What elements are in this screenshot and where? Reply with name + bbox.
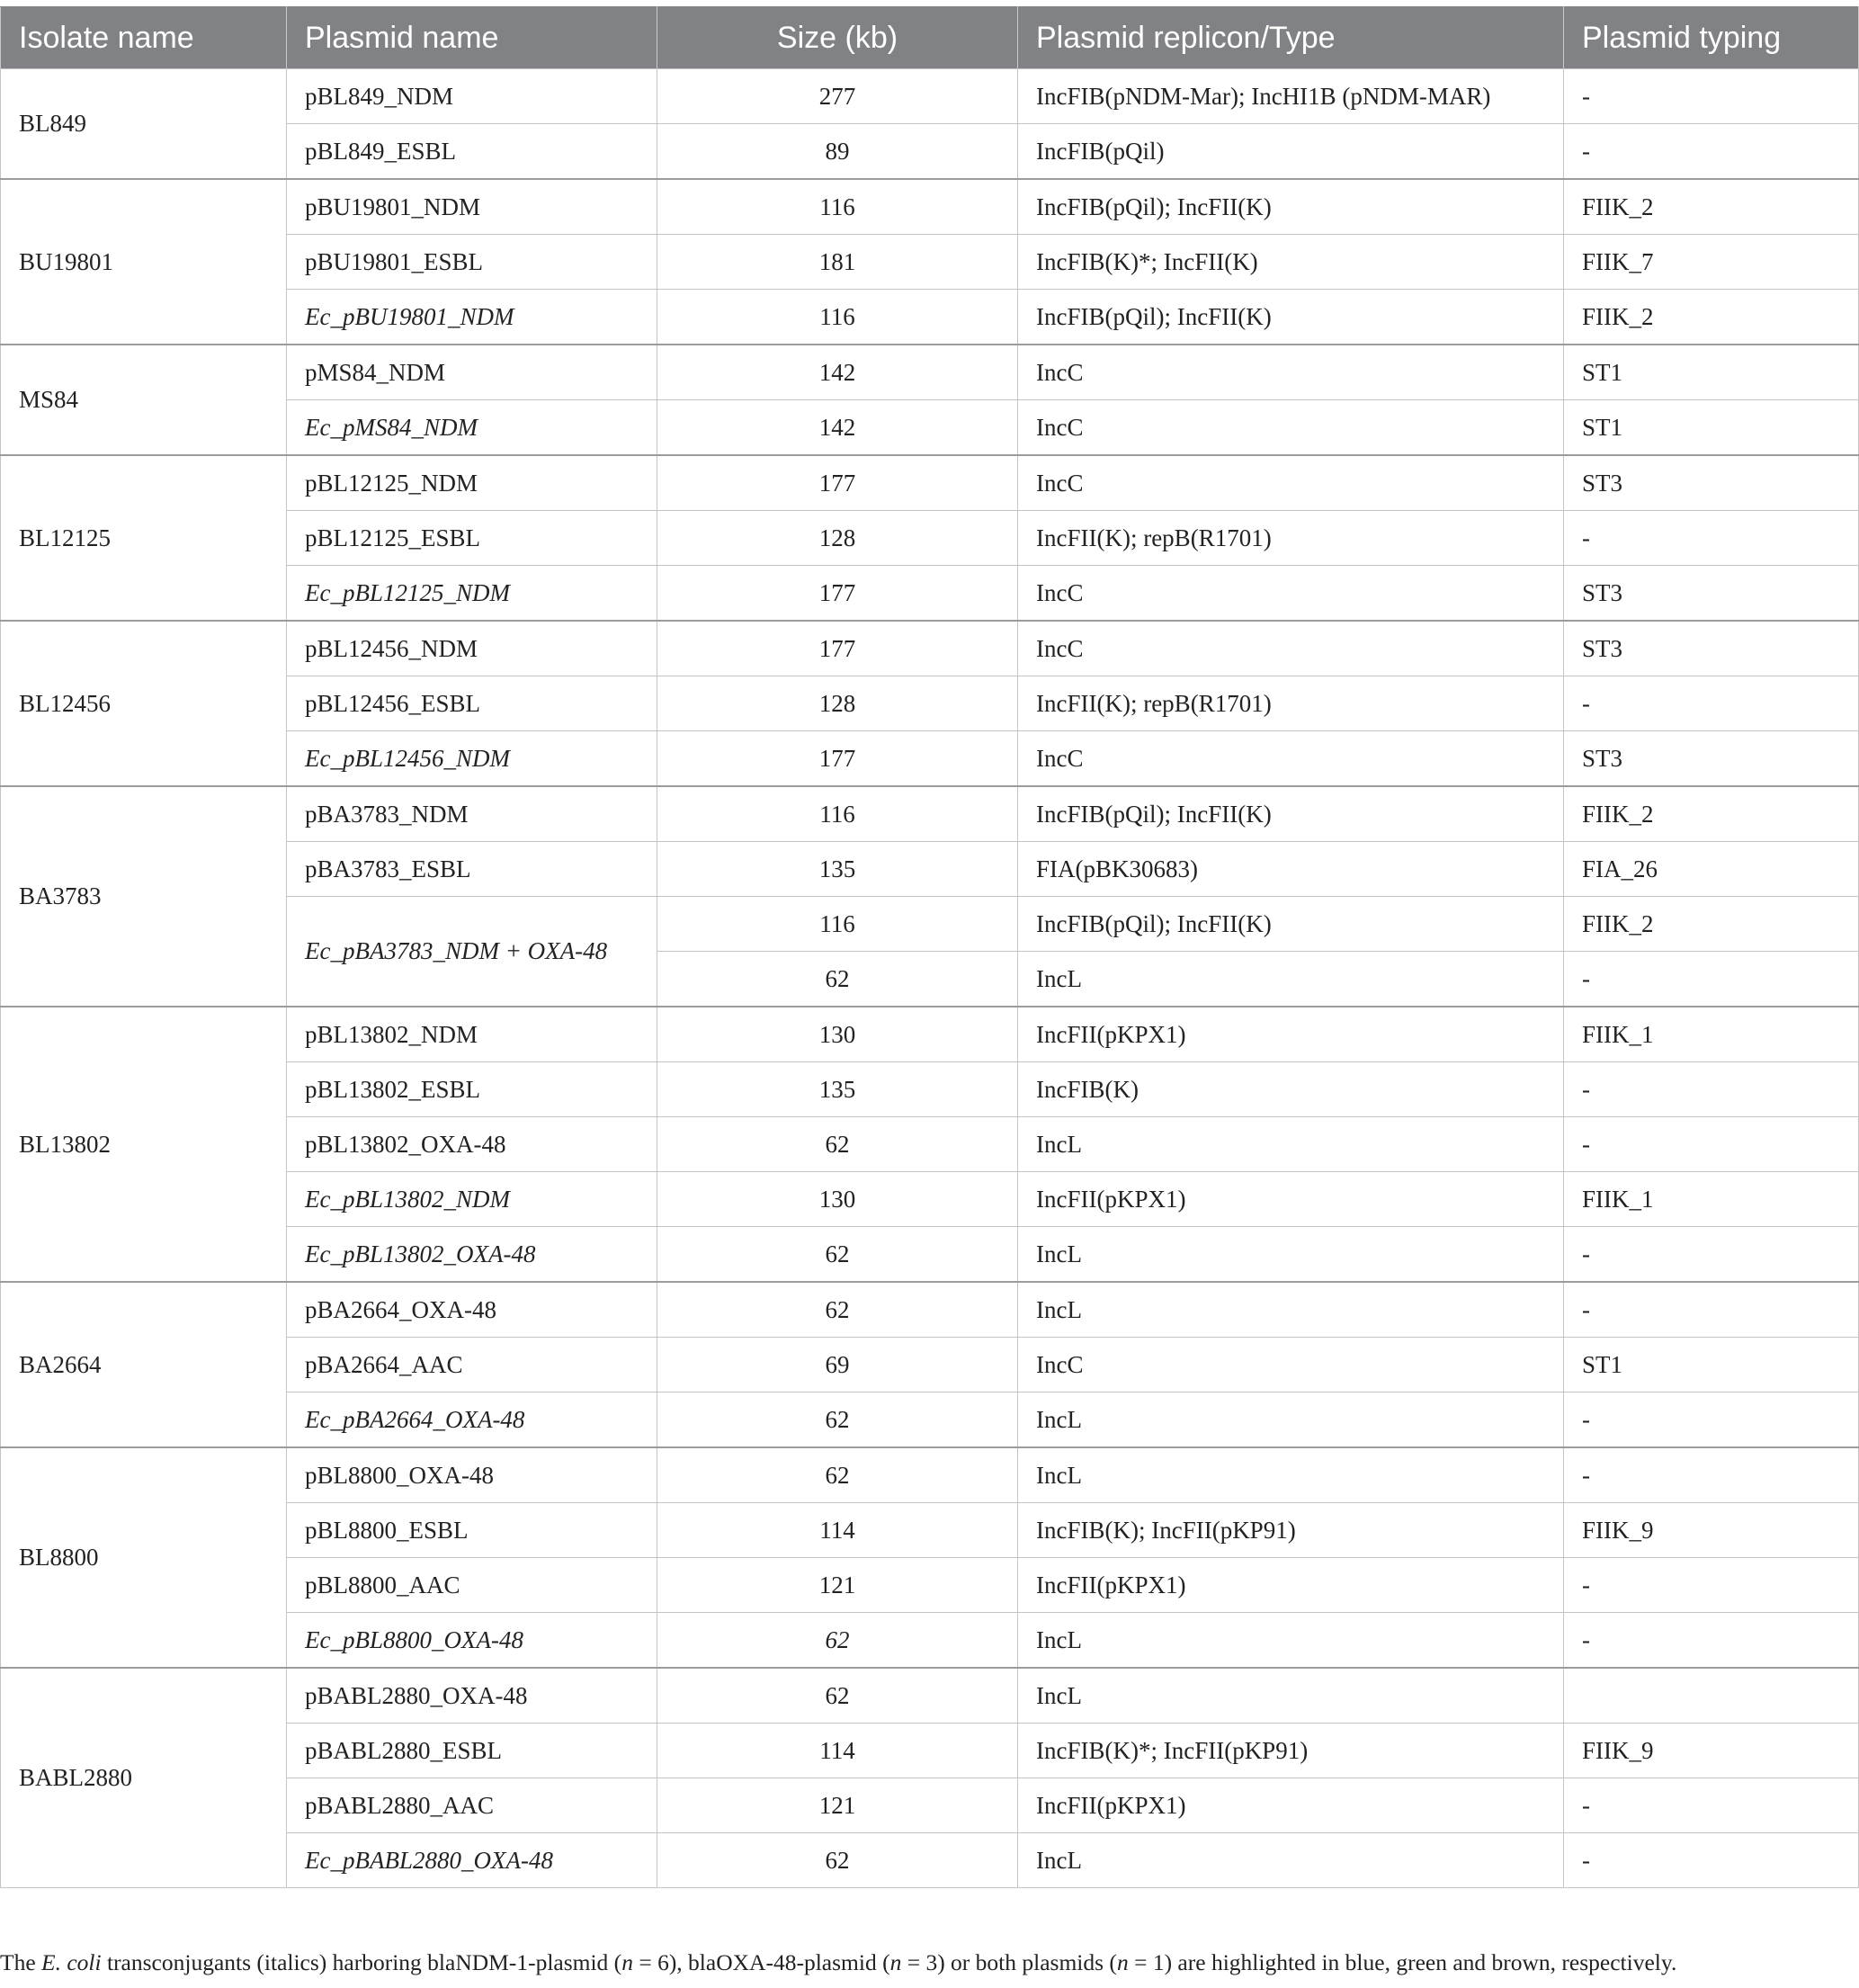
cell-replicon-type: IncL <box>1018 1282 1564 1338</box>
cell-size: 135 <box>657 842 1018 897</box>
cell-plasmid-typing: FIIK_9 <box>1564 1503 1859 1558</box>
cell-replicon-type: IncL <box>1018 1447 1564 1503</box>
cell-plasmid-name: pBL12125_ESBL <box>287 511 657 566</box>
cell-size: 142 <box>657 400 1018 456</box>
cell-size: 130 <box>657 1007 1018 1062</box>
cell-plasmid-name: pBABL2880_ESBL <box>287 1724 657 1778</box>
cell-plasmid-name: Ec_pBABL2880_OXA-48 <box>287 1833 657 1888</box>
table-row <box>1 69 1859 124</box>
cell-plasmid-typing: - <box>1564 69 1859 124</box>
cell-size: 177 <box>657 731 1018 787</box>
cell-replicon-type: IncFIB(K)*; IncFII(K) <box>1018 235 1564 290</box>
cell-isolate-name: BL8800 <box>1 1447 287 1668</box>
cell-plasmid-typing: - <box>1564 676 1859 731</box>
cell-plasmid-name: pMS84_NDM <box>287 345 657 400</box>
cell-plasmid-typing: FIA_26 <box>1564 842 1859 897</box>
table-row <box>1 179 1859 235</box>
cell-size: 62 <box>657 1282 1018 1338</box>
cell-size: 128 <box>657 511 1018 566</box>
cell-size: 177 <box>657 621 1018 676</box>
cell-plasmid-name: pBL12456_ESBL <box>287 676 657 731</box>
header-plasmid-name: Plasmid name <box>287 7 657 69</box>
cell-plasmid-name: pBL849_NDM <box>287 69 657 124</box>
cell-plasmid-name: pBA3783_ESBL <box>287 842 657 897</box>
cell-plasmid-name: pBU19801_NDM <box>287 179 657 235</box>
cell-plasmid-typing: ST1 <box>1564 400 1859 456</box>
cell-plasmid-typing: - <box>1564 1062 1859 1117</box>
cell-isolate-name: BL849 <box>1 69 287 180</box>
cell-plasmid-typing: - <box>1564 1392 1859 1448</box>
cell-plasmid-name: pBABL2880_OXA-48 <box>287 1668 657 1724</box>
cell-size: 181 <box>657 235 1018 290</box>
cell-size: 114 <box>657 1503 1018 1558</box>
table-row <box>1 345 1859 400</box>
cell-plasmid-typing <box>1564 1668 1859 1724</box>
cell-plasmid-typing: ST3 <box>1564 566 1859 622</box>
footnote-species: E. coli <box>41 1949 102 1975</box>
cell-size: 116 <box>657 179 1018 235</box>
cell-size: 135 <box>657 1062 1018 1117</box>
cell-replicon-type: IncFII(pKPX1) <box>1018 1172 1564 1227</box>
cell-plasmid-typing: ST3 <box>1564 455 1859 511</box>
header-replicon-type: Plasmid replicon/Type <box>1018 7 1564 69</box>
cell-plasmid-typing: FIIK_2 <box>1564 897 1859 952</box>
cell-replicon-type: IncC <box>1018 1338 1564 1392</box>
cell-size: 277 <box>657 69 1018 124</box>
cell-replicon-type: IncC <box>1018 566 1564 622</box>
cell-plasmid-typing: ST1 <box>1564 1338 1859 1392</box>
cell-plasmid-name: Ec_pBL8800_OXA-48 <box>287 1613 657 1669</box>
header-row <box>1 7 1859 69</box>
cell-replicon-type: IncFIB(pQil); IncFII(K) <box>1018 290 1564 345</box>
cell-replicon-type: IncL <box>1018 1613 1564 1669</box>
cell-replicon-type: IncL <box>1018 1117 1564 1172</box>
table-row <box>1 455 1859 511</box>
cell-plasmid-name: Ec_pBA2664_OXA-48 <box>287 1392 657 1448</box>
cell-replicon-type: IncFIB(K); IncFII(pKP91) <box>1018 1503 1564 1558</box>
cell-isolate-name: BU19801 <box>1 179 287 345</box>
cell-replicon-type: IncC <box>1018 621 1564 676</box>
cell-plasmid-name: Ec_pBL12125_NDM <box>287 566 657 622</box>
header-size: Size (kb) <box>657 7 1018 69</box>
cell-plasmid-typing: - <box>1564 511 1859 566</box>
cell-replicon-type: IncFIB(K)*; IncFII(pKP91) <box>1018 1724 1564 1778</box>
table-row <box>1 1282 1859 1338</box>
cell-plasmid-typing: - <box>1564 1613 1859 1669</box>
cell-size: 62 <box>657 952 1018 1007</box>
cell-plasmid-name: pBL849_ESBL <box>287 124 657 180</box>
cell-plasmid-name: pBL12456_NDM <box>287 621 657 676</box>
cell-isolate-name: BL12456 <box>1 621 287 786</box>
cell-replicon-type: IncFII(pKPX1) <box>1018 1558 1564 1613</box>
cell-replicon-type: IncFII(K); repB(R1701) <box>1018 511 1564 566</box>
footnote-text: transconjugants (italics) harboring blaNDM-1-plasmid ( <box>101 1949 622 1975</box>
cell-plasmid-typing: FIIK_9 <box>1564 1724 1859 1778</box>
cell-plasmid-typing: FIIK_2 <box>1564 786 1859 842</box>
cell-plasmid-name: pBABL2880_AAC <box>287 1778 657 1833</box>
cell-plasmid-typing: ST3 <box>1564 621 1859 676</box>
cell-plasmid-name: pBL13802_NDM <box>287 1007 657 1062</box>
plasmid-table <box>0 6 1859 1888</box>
cell-plasmid-name: pBA3783_NDM <box>287 786 657 842</box>
cell-size: 62 <box>657 1833 1018 1888</box>
cell-size: 128 <box>657 676 1018 731</box>
footnote-n: n <box>889 1949 902 1975</box>
cell-replicon-type: IncL <box>1018 1668 1564 1724</box>
cell-plasmid-name: Ec_pBL13802_NDM <box>287 1172 657 1227</box>
footnote-text: The <box>0 1949 42 1975</box>
cell-size: 114 <box>657 1724 1018 1778</box>
cell-plasmid-typing: FIIK_2 <box>1564 290 1859 345</box>
table-header <box>1 7 1859 69</box>
cell-plasmid-name: pBA2664_OXA-48 <box>287 1282 657 1338</box>
cell-plasmid-name: pBL8800_AAC <box>287 1558 657 1613</box>
cell-plasmid-name: pBL13802_OXA-48 <box>287 1117 657 1172</box>
cell-plasmid-name: Ec_pBU19801_NDM <box>287 290 657 345</box>
cell-plasmid-name: Ec_pMS84_NDM <box>287 400 657 456</box>
cell-isolate-name: BA3783 <box>1 786 287 1007</box>
footnote-n: n <box>621 1949 633 1975</box>
cell-plasmid-typing: - <box>1564 1778 1859 1833</box>
cell-replicon-type: IncFIB(pNDM-Mar); IncHI1B (pNDM-MAR) <box>1018 69 1564 124</box>
cell-size: 121 <box>657 1558 1018 1613</box>
cell-size: 130 <box>657 1172 1018 1227</box>
cell-plasmid-typing: - <box>1564 1282 1859 1338</box>
cell-size: 142 <box>657 345 1018 400</box>
cell-isolate-name: BL13802 <box>1 1007 287 1282</box>
cell-replicon-type: IncFII(pKPX1) <box>1018 1778 1564 1833</box>
cell-size: 62 <box>657 1227 1018 1283</box>
cell-replicon-type: IncFIB(pQil); IncFII(K) <box>1018 897 1564 952</box>
cell-plasmid-typing: - <box>1564 1833 1859 1888</box>
cell-replicon-type: IncL <box>1018 1833 1564 1888</box>
cell-plasmid-name: pBL12125_NDM <box>287 455 657 511</box>
table-row <box>1 786 1859 842</box>
cell-replicon-type: IncL <box>1018 1227 1564 1283</box>
cell-size: 89 <box>657 124 1018 180</box>
cell-size: 116 <box>657 290 1018 345</box>
cell-replicon-type: IncL <box>1018 952 1564 1007</box>
cell-replicon-type: IncFIB(pQil); IncFII(K) <box>1018 786 1564 842</box>
cell-plasmid-typing: FIIK_2 <box>1564 179 1859 235</box>
cell-plasmid-typing: - <box>1564 952 1859 1007</box>
cell-plasmid-typing: ST1 <box>1564 345 1859 400</box>
cell-plasmid-typing: - <box>1564 1227 1859 1283</box>
footnote-text: = 6), blaOXA-48-plasmid ( <box>632 1949 890 1975</box>
cell-replicon-type: IncFIB(pQil); IncFII(K) <box>1018 179 1564 235</box>
cell-plasmid-typing: FIIK_1 <box>1564 1172 1859 1227</box>
cell-isolate-name: BABL2880 <box>1 1668 287 1888</box>
table-container <box>0 6 1859 1888</box>
header-isolate-name: Isolate name <box>1 7 287 69</box>
cell-plasmid-typing: FIIK_1 <box>1564 1007 1859 1062</box>
cell-replicon-type: IncFII(K); repB(R1701) <box>1018 676 1564 731</box>
cell-plasmid-typing: FIIK_7 <box>1564 235 1859 290</box>
cell-replicon-type: IncC <box>1018 731 1564 787</box>
cell-isolate-name: MS84 <box>1 345 287 455</box>
cell-replicon-type: IncFII(pKPX1) <box>1018 1007 1564 1062</box>
cell-plasmid-typing: - <box>1564 124 1859 180</box>
cell-size: 62 <box>657 1613 1018 1669</box>
cell-replicon-type: IncC <box>1018 345 1564 400</box>
cell-isolate-name: BL12125 <box>1 455 287 621</box>
table-row <box>1 1007 1859 1062</box>
cell-size: 116 <box>657 786 1018 842</box>
cell-plasmid-name: pBL13802_ESBL <box>287 1062 657 1117</box>
cell-size: 121 <box>657 1778 1018 1833</box>
cell-replicon-type: FIA(pBK30683) <box>1018 842 1564 897</box>
footnote-text: = 3) or both plasmids ( <box>901 1949 1117 1975</box>
cell-plasmid-typing: ST3 <box>1564 731 1859 787</box>
cell-replicon-type: IncC <box>1018 400 1564 456</box>
table-row <box>1 1668 1859 1724</box>
cell-plasmid-typing: - <box>1564 1447 1859 1503</box>
cell-plasmid-name: pBL8800_OXA-48 <box>287 1447 657 1503</box>
cell-size: 116 <box>657 897 1018 952</box>
cell-replicon-type: IncFIB(K) <box>1018 1062 1564 1117</box>
cell-plasmid-name: pBL8800_ESBL <box>287 1503 657 1558</box>
footnote-n: n <box>1116 1949 1129 1975</box>
cell-plasmid-name: pBU19801_ESBL <box>287 235 657 290</box>
cell-plasmid-typing: - <box>1564 1117 1859 1172</box>
cell-replicon-type: IncC <box>1018 455 1564 511</box>
table-footnote <box>0 1949 1676 1976</box>
cell-size: 62 <box>657 1447 1018 1503</box>
cell-plasmid-name: Ec_pBL13802_OXA-48 <box>287 1227 657 1283</box>
cell-size: 177 <box>657 455 1018 511</box>
footnote-text: = 1) are highlighted in blue, green and brown, respectively. <box>1128 1949 1677 1975</box>
cell-size: 177 <box>657 566 1018 622</box>
cell-size: 69 <box>657 1338 1018 1392</box>
cell-size: 62 <box>657 1668 1018 1724</box>
header-plasmid-typing: Plasmid typing <box>1564 7 1859 69</box>
table-body <box>1 69 1859 1888</box>
cell-replicon-type: IncFIB(pQil) <box>1018 124 1564 180</box>
table-row <box>1 621 1859 676</box>
cell-plasmid-name: Ec_pBL12456_NDM <box>287 731 657 787</box>
cell-size: 62 <box>657 1392 1018 1448</box>
cell-isolate-name: BA2664 <box>1 1282 287 1447</box>
cell-replicon-type: IncL <box>1018 1392 1564 1448</box>
cell-plasmid-typing: - <box>1564 1558 1859 1613</box>
cell-plasmid-name: pBA2664_AAC <box>287 1338 657 1392</box>
cell-size: 62 <box>657 1117 1018 1172</box>
table-row <box>1 1447 1859 1503</box>
cell-plasmid-name: Ec_pBA3783_NDM + OXA-48 <box>287 897 657 1007</box>
